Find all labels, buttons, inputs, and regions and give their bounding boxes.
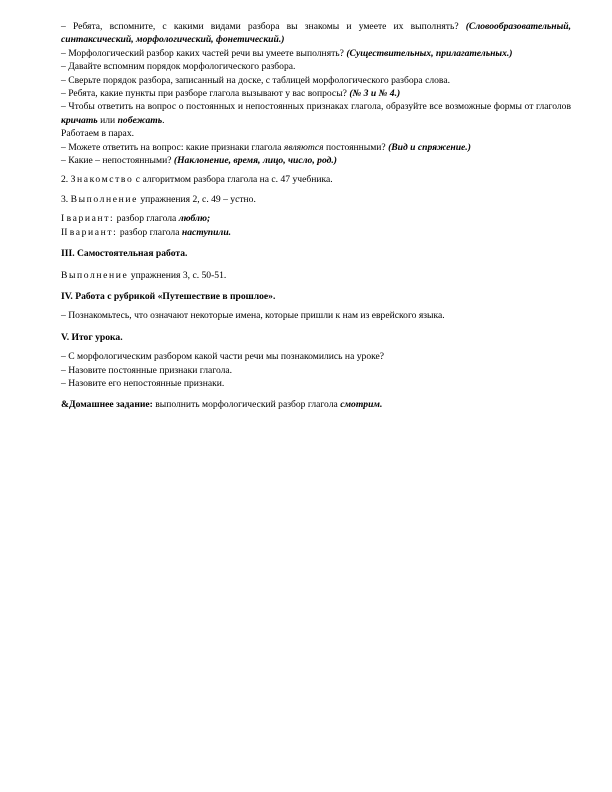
answer-verb-points: (№ 3 и № 4.) — [349, 88, 401, 100]
heading-lesson-summary: V. Итог урока. — [61, 331, 123, 343]
answer-parts-of-speech: (Существительных, прилагательных.) — [346, 47, 513, 59]
line-pair-work: Работаем в парах. — [61, 128, 135, 140]
homework-label: &Домашнее задание: — [61, 399, 153, 411]
heading-journey-past: IV. Работа с рубрикой «Путешествие в прошлое». — [61, 290, 276, 302]
question-verb-points: – Ребята, какие пункты при разборе глагола вызывают у вас вопросы? (№ 3 и № 4.) — [61, 88, 401, 100]
answer-analysis-types: (Словообразовательный, синтаксический, морфологический, фонетический.) — [61, 21, 571, 46]
question-analysis-types: – Ребята, вспомните, с какими видами разбора вы знакомы и умеете их выполнять? (Словообразовательный, синтаксический, морфологический, фонетический.) — [61, 21, 571, 46]
question-constant-features: – Можете ответить на вопрос: какие признаки глагола являются постоянными? (Вид и спряжение.) — [61, 141, 471, 153]
question-variable-features: – Какие – непостоянными? (Наклонение, время, лицо, число, род.) — [61, 155, 337, 167]
answer-variable-features: (Наклонение, время, лицо, число, род.) — [173, 155, 337, 167]
line-summary-question: – С морфологическим разбором какой части речи мы познакомились на уроке? — [61, 351, 385, 363]
variant-1: I вариант: разбор глагола люблю; — [61, 213, 211, 225]
verb-pobezhat: побежать — [117, 114, 163, 126]
verb-krichat: кричать — [61, 114, 98, 126]
line-name-constant: – Назовите постоянные признаки глагола. — [61, 364, 233, 376]
line-compare-order: – Сверьте порядок разбора, записанный на доске, с таблицей морфологического разбора слова. — [61, 74, 450, 86]
step-3-exercise: 3. Выполнение упражнения 2, с. 49 – устно. — [61, 193, 256, 205]
step-2-algorithm: 2. Знакомство с алгоритмом разбора глагола на с. 47 учебника. — [61, 174, 333, 186]
task-verb-forms: – Чтобы ответить на вопрос о постоянных и непостоянных признаках глагола, образуйте все возможные формы от глаголов кричать или побежать. — [61, 101, 571, 126]
line-recall-order: – Давайте вспомним порядок морфологического разбора. — [61, 61, 296, 73]
variant-2: II вариант: разбор глагола наступили. — [61, 226, 232, 238]
line-name-variable: – Назовите его непостоянные признаки. — [61, 377, 225, 389]
document-page — [61, 20, 571, 412]
question-parts-of-speech: – Морфологический разбор каких частей речи вы умеете выполнять? (Существительных, прилагательных.) — [61, 47, 513, 59]
line-hebrew-names: – Познакомьтесь, что означают некоторые имена, которые пришли к нам из еврейского языка. — [61, 310, 445, 322]
answer-constant-features: (Вид и спряжение.) — [388, 141, 471, 153]
exercise-3: Выполнение упражнения 3, с. 50-51. — [61, 269, 227, 281]
homework: &Домашнее задание: выполнить морфологический разбор глагола смотрим. — [61, 399, 383, 411]
heading-independent-work: III. Самостоятельная работа. — [61, 248, 188, 260]
